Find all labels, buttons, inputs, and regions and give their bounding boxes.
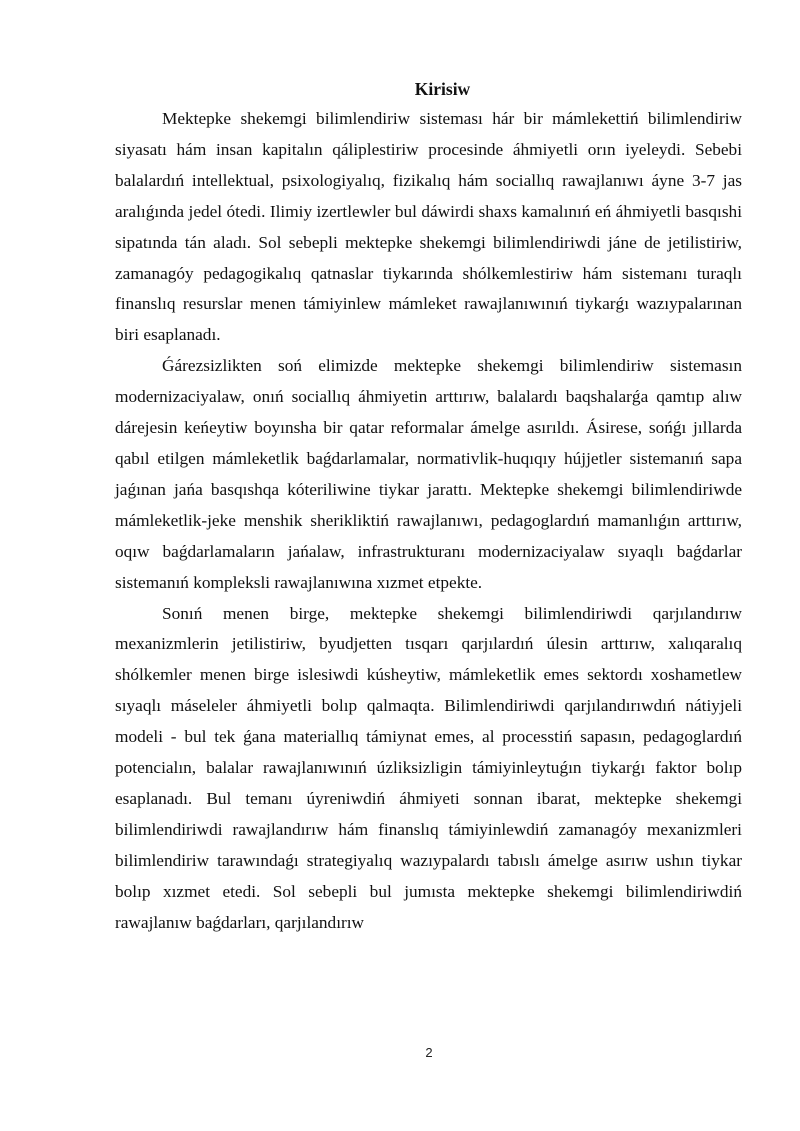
paragraph-1: Mektepke shekemgi bilimlendiriw sisteması hár bir mámlekettiń bilimlendiriw siyasatı hám insan kapitalın qáliplestiriw procesinde áhmiyetli orın iyeleydi. Sebebi balalardıń intellektual, psixologiyalıq, fizikalıq hám sociallıq rawajlanıwı áyne 3-7 jas aralıǵında jedel ótedi. Ilimiy izertlewler bul dáwirdi shaxs kamalınıń eń áhmiyetli basqıshi sipatında tán aladı. Sol sebepli mektepke shekemgi bilimlendiriwdi jáne de jetilistiriw, zamanagóy pedagogikalıq qatnaslar tiykarında shólkemlestiriw hám sistemanı turaqlı finanslıq resurslar menen támiyinlew mámleket rawajlanıwınıń tiykarǵı wazıypalarınan biri esaplanadı. [115,109,742,345]
page-title: Kirisiw [414,79,471,99]
paragraph-2: Ǵárezsizlikten soń elimizde mektepke shekemgi bilimlendiriw sistemasın modernizaciyalaw, onıń sociallıq áhmiyetin arttırıw, balalardı baqshalarǵa qamtıp alıw dárejesin keńeytiw boyınsha bir qatar reformalar ámelge asırıldı. Ásirese, sońǵı jıllarda qabıl etilgen mámleketlik baǵdarlamalar, normativlik-huqıqıy hújjetler sistemanıń sapa jaǵınan jańa basqıshqa kóteriliwine tiykar jarattı. Mektepke shekemgi bilimlendiriwde mámleketlik-jeke menshik sherikliktiń rawajlanıwı, pedagoglardıń mamanlıǵın arttırıw, oqıw baǵdarlamaların jańalaw, infrastrukturanı modernizaciyalaw sıyaqlı baǵdarlar sistemanıń kompleksli rawajlanıwına xızmet etpekte. [115,356,742,592]
paragraph-3: Sonıń menen birge, mektepke shekemgi bilimlendiriwdi qarjılandırıw mexanizmlerin jetilistiriw, byudjetten tısqarı qarjılardıń úlesin arttırıw, xalıqaralıq shólkemler menen birge islesiwdi kúsheytiw, mámleketlik emes sektordı xoshametlew sıyaqlı máseleler áhmiyetli bolıp qalmaqta. Bilimlendiriwdi qarjılandırıwdıń nátiyjeli modeli - bul tek ǵana materiallıq támiynat emes, al processtiń sapasın, pedagoglardıń potencialın, balalar rawajlanıwınıń úzliksizligin támiyinleytuǵın tiykarǵı faktor bolıp esaplanadı. Bul temanı úyreniwdiń áhmiyeti sonnan ibarat, mektepke shekemgi bilimlendiriwdi rawajlandırıw hám finanslıq támiyinlewdiń zamanagóy mexanizmleri bilimlendiriw tarawındaǵı strategiyalıq wazıypalardı tabıslı ámelge asırıw ushın tiykar bolıp xızmet etedi. Sol sebepli bul jumısta mektepke shekemgi bilimlendiriwdiń rawajlanıw baǵdarları, qarjılandırıw [115,603,742,932]
document-body [115,74,742,938]
page-number: 2 [425,1045,433,1060]
